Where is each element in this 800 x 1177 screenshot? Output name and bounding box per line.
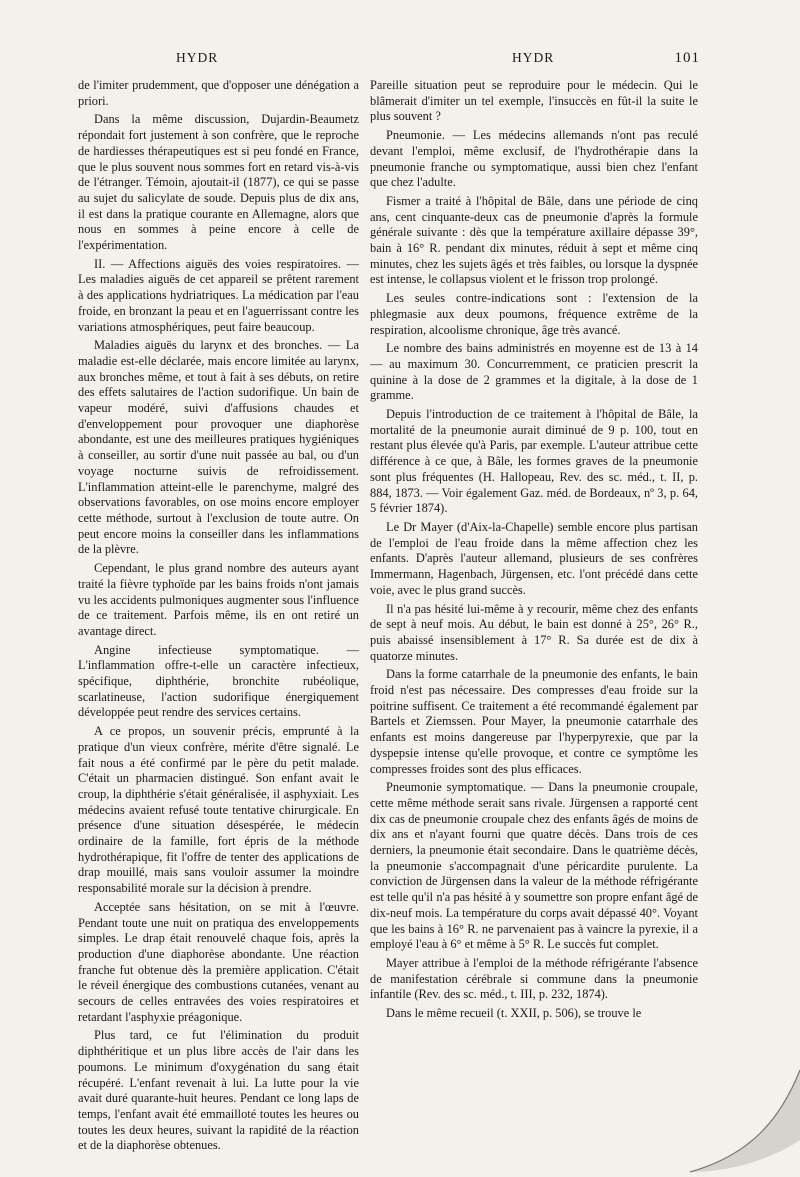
paragraph: de l'imiter prudemment, que d'opposer une dénégation a priori. — [78, 78, 359, 108]
right-column — [370, 78, 698, 1025]
paragraph: Dans la même discussion, Dujardin-Beaumetz répondait fort justement à son confrère, que le reproche de hardiesses thérapeutiques est si peu fondé en France, que le plus souvent nous sommes fort en retard vis-à-vis de l'étranger. Témoin, ajoutait-il (1877), ce qui se passe au sujet du salicylate de soude. Depuis plus de dix ans, il est dans la pratique courante en Allemagne, alors que nous en sommes à peine encore à celle de l'expérimentation. — [78, 112, 359, 253]
paragraph: Dans la forme catarrhale de la pneumonie des enfants, le bain froid n'est pas nécessaire. Des compresses d'eau froide sur la poitrine suffisent. Ce traitement a été recommandé également par Bartels et Ziemssen. Pour Mayer, la pneumonie catarrhale des enfants est moins dangereuse par l'hyperpyrexie, que par la dyspepsie intense qu'elle provoque, et contre ce symptôme les compresses froides sont des plus efficaces. — [370, 667, 698, 776]
paragraph: Depuis l'introduction de ce traitement à l'hôpital de Bâle, la mortalité de la pneumonie aurait diminué de 9 p. 100, tout en restant plus élevée qu'à Paris, par exemple. L'auteur attribue cette différence à ce que, à Bâle, les formes graves de la pneumonie sont plus fréquentes (H. Hallopeau, Rev. des sc. méd., t. II, p. 884, 1873. — Voir également Gaz. méd. de Bordeaux, nº 3, p. 64, 5 février 1874). — [370, 407, 698, 516]
paragraph: Il n'a pas hésité lui-même à y recourir, même chez des enfants de sept à neuf mois. Au début, le bain est donné à 25°, 26° R., puis abaissé insensiblement à 17° R. Sa durée est de dix à quatorze minutes. — [370, 601, 698, 663]
paragraph: A ce propos, un souvenir précis, emprunté à la pratique d'un vieux confrère, mérite d'être signalé. Le fait nous a été confirmé par le père du petit malade. C'était un pharmacien distingué. Son enfant avait le croup, la diphthérie s'était généralisée, il asphyxiait. Les médecins avaient refusé toute tentative chirurgicale. En présence d'une situation désespérée, le médecin ordinaire de la famille, fort épris de la méthode hydrothérapique, fit l'offre de tenter des applications de drap mouillé, mais sans vouloir assumer la moindre responsabilité morale sur la décision à prendre. — [78, 724, 359, 896]
paragraph: Cependant, le plus grand nombre des auteurs ayant traité la fièvre typhoïde par les bains froids n'ont jamais vu les accidents pulmoniques augmenter sous l'influence de ce traitement. Parfois même, ils en ont retiré un avantage direct. — [78, 561, 359, 638]
paragraph: Fismer a traité à l'hôpital de Bâle, dans une période de cinq ans, cent cinquante-deux cas de pneumonie d'après la formule générale suivante : dès que la température axillaire dépasse 39°, bain à 16° R. pendant dix minutes, réduit à sept et même cinq minutes, chez les sujets âgés et très faibles, ou lorsque la dyspnée est intense, le collapsus violent et le frisson trop prolongé. — [370, 193, 698, 287]
left-column — [78, 78, 359, 1157]
paragraph: Maladies aiguës du larynx et des bronches. — La maladie est-elle déclarée, mais encore limitée au larynx, aux bronches même, et tout à fait à ses débuts, on retire des effets salutaires de l'action sudorifique. Un bain de vapeur modéré, suivi d'affusions chaudes et d'enveloppement pour provoquer une diaphorèse abondante, est une des meilleures pratiques hygiéniques à conseiller, au sortir d'une nuit passée au bal, ou d'un voyage nocturne suivis de refroidissement. L'inflammation atteint-elle le parenchyme, malgré des observations favorables, on ose moins encore employer cette méthode, surtout à l'exclusion de toute autre. On peut encore moins la conseiller dans les inflammations de la plèvre. — [78, 338, 359, 557]
paragraph: Dans le même recueil (t. XXII, p. 506), se trouve le — [386, 1006, 642, 1021]
paragraph: Mayer attribue à l'emploi de la méthode réfrigérante l'absence de manifestation cérébrale si commune dans la pneumonie infantile (Rev. des sc. méd., t. III, p. 232, 1874). — [370, 955, 698, 1002]
section-heading-paragraph: II. — Affections aiguës des voies respiratoires. — Les maladies aiguës de cet appareil se prêtent rarement à des applications hydriatriques. La médication par l'eau froide, en bronzant la peau et en l'aguerrissant contre les variations atmosphériques, peut faire beaucoup. — [78, 256, 359, 334]
paragraph: Pneumonie. — Les médecins allemands n'ont pas reculé devant l'emploi, même exclusif, de l'hydrothérapie dans la pneumonie franche ou symptomatique, aussi bien chez l'enfant que chez l'adulte. — [370, 128, 698, 190]
header-left-word: HYDR — [176, 50, 219, 65]
paragraph: Les seules contre-indications sont : l'extension de la phlegmasie aux deux poumons, fréquence extrême de la respiration, alcoolisme chronique, âge très avancé. — [370, 291, 698, 337]
page-number: 101 — [674, 50, 700, 66]
paragraph: Plus tard, ce fut l'élimination du produit diphthéritique et un plus libre accès de l'air dans les poumons. Le minimum d'oxygénation du sang était récupéré. L'enfant revenait à lui. La lutte pour la vie avait duré quarante-huit heures. Pendant ce long laps de temps, l'enfant avait été emmailloté toutes les heures ou toutes les deux heures, suivant la rapidité de la réaction et de la diaphorèse obtenues. — [78, 1028, 359, 1153]
header-center-word: HYDR — [512, 50, 555, 65]
page-curl-shadow — [670, 1060, 800, 1177]
paragraph: Pareille situation peut se reproduire pour le médecin. Qui le blâmerait d'imiter un tel exemple, l'insuccès en fût-il la suite le plus souvent ? — [370, 78, 698, 124]
running-header — [78, 50, 700, 72]
paragraph: Acceptée sans hésitation, on se mit à l'œuvre. Pendant toute une nuit on pratiqua des enveloppements simples. Le drap était renouvelé chaque fois, après la production d'une diaphorèse abondante. Une réaction franche fut obtenue dès la première application. C'était le réveil énergique des combustions cutanées, venant au secours de celles entravées des voies respiratoires et retardant l'asphyxie préagonique. — [78, 899, 359, 1024]
paragraph: Pneumonie symptomatique. — Dans la pneumonie croupale, cette même méthode serait sans rivale. Jürgensen a rapporté cent dix cas de pneumonie croupale chez des enfants âgés de moins de dix ans et n'ayant fourni que quatre décès. Dans trois de ces derniers, la pneumonie était secondaire. Dans le quatrième décès, la pneumonie s'accompagnait d'une péricardite purulente. La conviction de Jürgensen dans la valeur de la méthode réfrigérante est telle qu'il n'a pas hésité à y soumettre son propre enfant âgé de dix-neuf mois. La température du corps avait dépassé 40°. Voyant que les bains à 16° R. ne parvenaient pas à vaincre la pyrexie, il a employé l'eau à 6° et même à 5° R. Le succès fut complet. — [370, 780, 698, 952]
paragraph: Le nombre des bains administrés en moyenne est de 13 à 14 — au maximum 30. Concurremment, ce praticien prescrit la quinine à la dose de 2 grammes et la digitale, à la dose de 1 gramme. — [370, 341, 698, 403]
paragraph: Le Dr Mayer (d'Aix-la-Chapelle) semble encore plus partisan de l'emploi de l'eau froide dans la même affection chez les enfants. D'après l'auteur allemand, plusieurs de ses confrères Immermann, Hagenbach, Jürgensen, etc. l'ont précédé dans cette voie, avec le plus grand succès. — [370, 519, 698, 597]
paragraph: Angine infectieuse symptomatique. — L'inflammation offre-t-elle un caractère infectieux, spécifique, diphthérie, bronchite rubéolique, scarlatineuse, l'action sudorifique énergiquement développée peut rendre des services certains. — [78, 642, 359, 720]
